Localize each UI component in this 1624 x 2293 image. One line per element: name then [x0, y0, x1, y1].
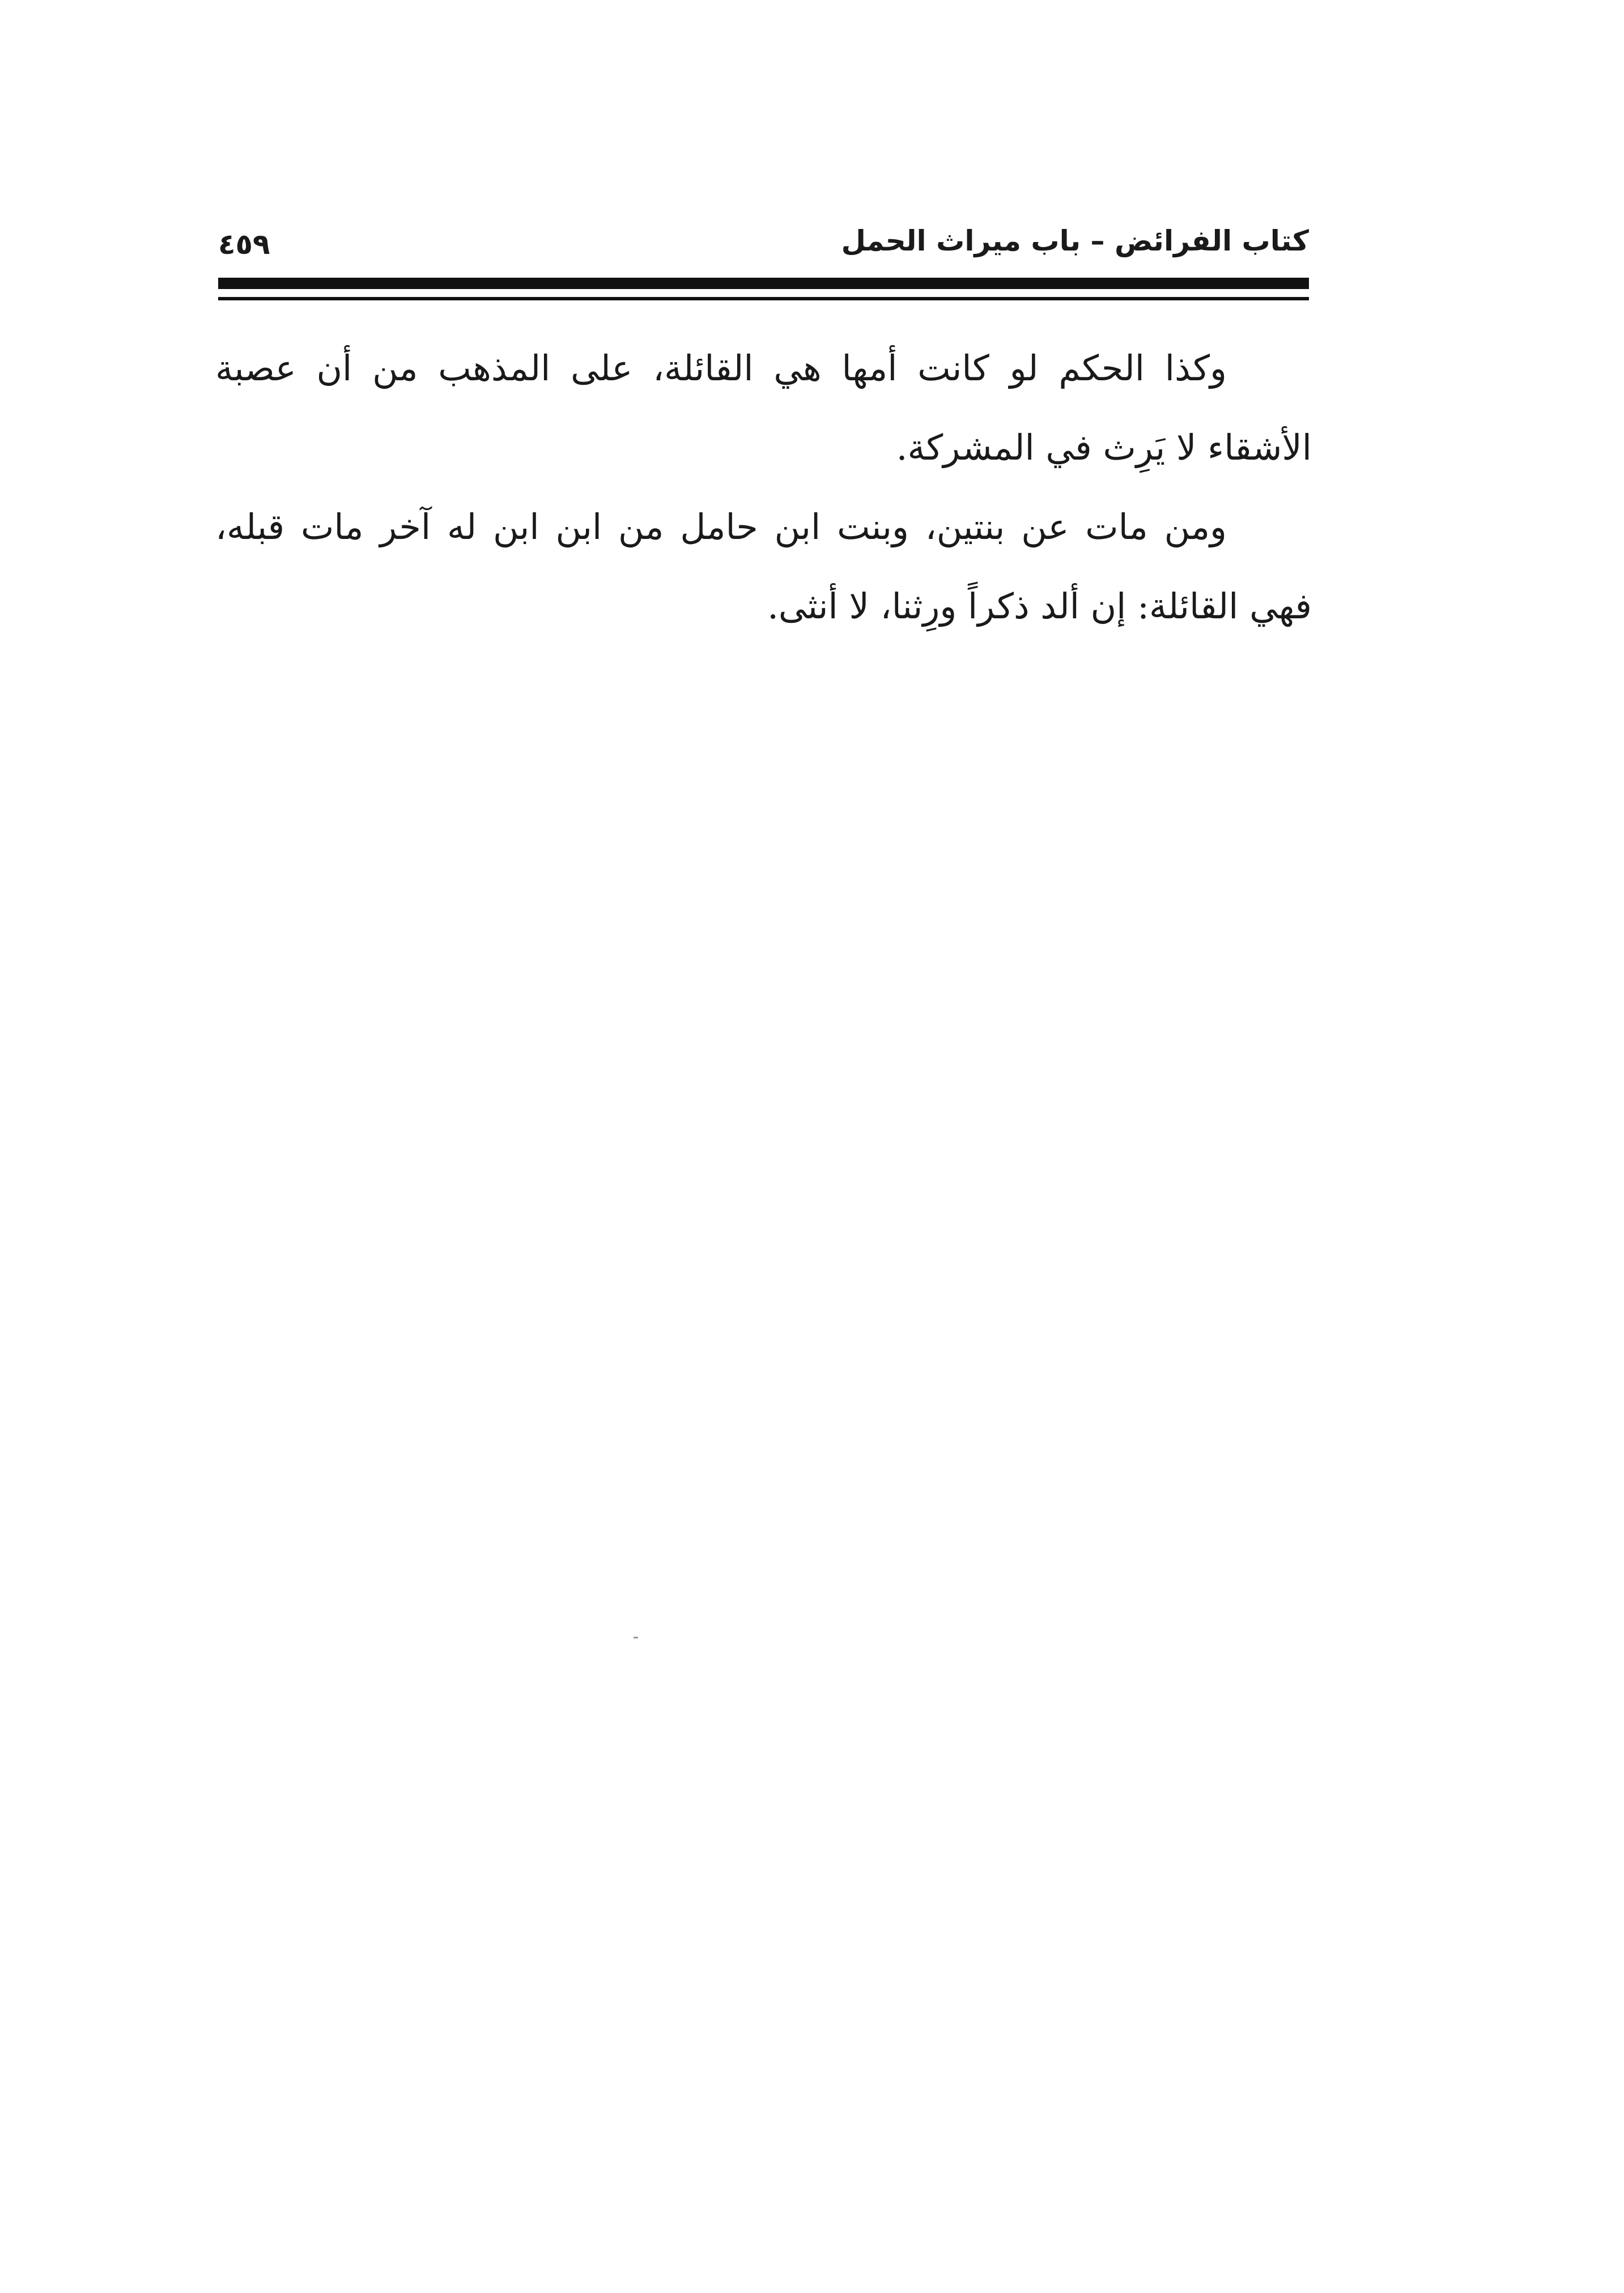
- scan-speck: [634, 1637, 638, 1638]
- paragraph: وكذا الحكم لو كانت أمها هي القائلة، على المذهب من أن عصبة الأشقاء لا يَرِث في المشركة.: [215, 347, 1312, 468]
- body-text: [215, 329, 1312, 646]
- paragraph: ومن مات عن بنتين، وبنت ابن حامل من ابن ابن له آخر مات قبله، فهي القائلة: إن ألد ذكراً ورِثنا، لا أنثى.: [215, 506, 1312, 627]
- header-rule-thin: [218, 297, 1309, 300]
- header-rule-thick: [218, 278, 1309, 289]
- page-number: ٤٥٩: [218, 228, 270, 261]
- running-title: كتاب الفرائض – باب ميراث الحمل: [841, 224, 1309, 257]
- page-header: [218, 218, 1309, 264]
